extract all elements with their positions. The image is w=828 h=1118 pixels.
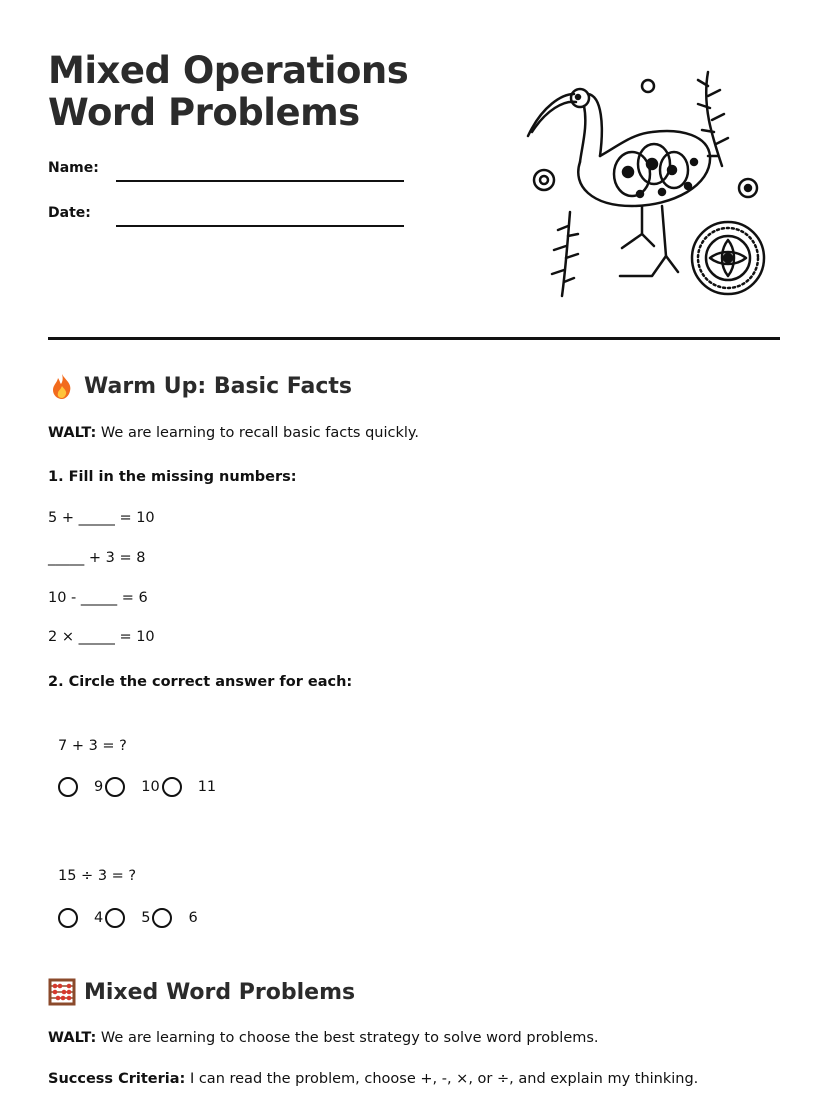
name-label: Name: <box>48 160 99 176</box>
warmup-walt <box>48 425 419 441</box>
success-criteria-text: I can read the problem, choose +, -, ×, or ÷, and explain my thinking. <box>185 1071 699 1087</box>
fill-item: 5 + _____ = 10 <box>48 510 155 526</box>
mc-options <box>58 908 202 928</box>
success-criteria <box>48 1071 698 1087</box>
mc-option[interactable]: 4 <box>58 908 105 928</box>
radio-circle[interactable] <box>105 777 125 797</box>
success-criteria-label: Success Criteria: <box>48 1071 186 1087</box>
word-problems-walt-text: We are learning to choose the best strategy to solve word problems. <box>96 1030 599 1046</box>
mc-option[interactable]: 5 <box>105 908 152 928</box>
warmup-heading-text: Warm Up: Basic Facts <box>84 373 353 399</box>
mc-option[interactable]: 11 <box>162 777 220 797</box>
fill-item: 2 × _____ = 10 <box>48 629 155 645</box>
word-problems-heading-text: Mixed Word Problems <box>84 979 356 1005</box>
question-1-title: 1. Fill in the missing numbers: <box>48 469 297 485</box>
mc-option[interactable]: 10 <box>105 777 161 797</box>
warmup-heading <box>48 372 352 400</box>
radio-circle[interactable] <box>162 777 182 797</box>
abacus-icon <box>48 978 76 1006</box>
radio-circle[interactable] <box>105 908 125 928</box>
mc-option[interactable]: 9 <box>58 777 105 797</box>
page-title: Mixed Operations Word Problems <box>48 49 409 134</box>
section-divider <box>48 337 780 340</box>
word-problems-walt <box>48 1030 599 1046</box>
mc-option[interactable]: 6 <box>152 908 201 928</box>
fill-item: 10 - _____ = 6 <box>48 590 148 606</box>
radio-circle[interactable] <box>58 908 78 928</box>
date-label: Date: <box>48 205 91 221</box>
mc-options <box>58 777 220 797</box>
warmup-walt-text: We are learning to recall basic facts quickly. <box>96 425 420 441</box>
date-field[interactable] <box>116 225 404 227</box>
fill-item: _____ + 3 = 8 <box>48 550 146 566</box>
fire-icon <box>48 372 76 400</box>
word-problems-walt-label: WALT: <box>48 1030 97 1046</box>
mc-stem: 15 ÷ 3 = ? <box>58 868 137 884</box>
mc-stem: 7 + 3 = ? <box>58 738 127 754</box>
ibis-illustration <box>522 66 772 306</box>
radio-circle[interactable] <box>152 908 172 928</box>
name-field[interactable] <box>116 180 404 182</box>
question-2-title: 2. Circle the correct answer for each: <box>48 674 353 690</box>
warmup-walt-label: WALT: <box>48 425 97 441</box>
word-problems-heading <box>48 978 355 1006</box>
radio-circle[interactable] <box>58 777 78 797</box>
